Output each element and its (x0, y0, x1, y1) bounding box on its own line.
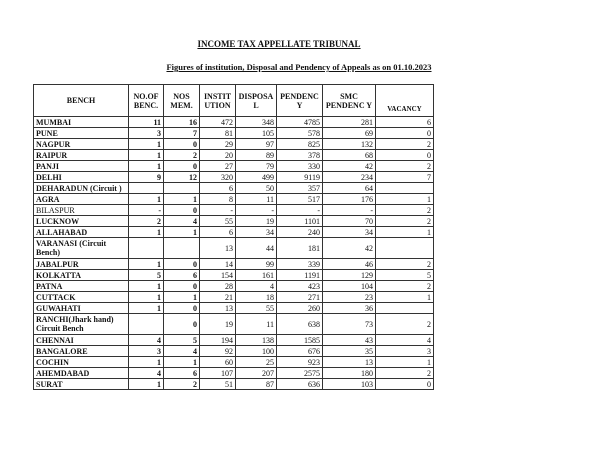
cell-bench: DEHARADUN (Circuit ) (34, 183, 129, 194)
col-header-bench: BENCH (34, 85, 129, 117)
cell-pendency: 378 (277, 150, 323, 161)
cell-no-of-benc: 1 (129, 379, 164, 390)
table-row (34, 335, 434, 346)
cell-no-of-benc: 1 (129, 150, 164, 161)
cell-smc-pendency: 103 (323, 379, 376, 390)
cell-nos-mem: 1 (164, 227, 200, 238)
cell-bench: MUMBAI (34, 117, 129, 128)
cell-vacancy (376, 303, 434, 314)
cell-pendency: 1191 (277, 270, 323, 281)
col-header-no-of-benc: NO.OF BENC. (129, 85, 164, 117)
cell-smc-pendency: 35 (323, 346, 376, 357)
cell-pendency: 638 (277, 314, 323, 335)
cell-institution: 21 (200, 292, 236, 303)
cell-nos-mem: 0 (164, 259, 200, 270)
cell-institution: 92 (200, 346, 236, 357)
col-header-nos-mem: NOS MEM. (164, 85, 200, 117)
cell-vacancy: 0 (376, 379, 434, 390)
cell-vacancy (376, 238, 434, 259)
cell-pendency: 676 (277, 346, 323, 357)
table-row (34, 270, 434, 281)
cell-smc-pendency: 36 (323, 303, 376, 314)
cell-bench: CUTTACK (34, 292, 129, 303)
cell-disposal: 207 (236, 368, 277, 379)
document-title: INCOME TAX APPELLATE TRIBUNAL (197, 39, 361, 49)
cell-vacancy: 2 (376, 216, 434, 227)
cell-smc-pendency: 34 (323, 227, 376, 238)
cell-bench: NAGPUR (34, 139, 129, 150)
cell-bench: GUWAHATI (34, 303, 129, 314)
cell-smc-pendency: 281 (323, 117, 376, 128)
cell-vacancy: 2 (376, 368, 434, 379)
cell-institution: 107 (200, 368, 236, 379)
cell-vacancy: 1 (376, 194, 434, 205)
cell-no-of-benc: 5 (129, 270, 164, 281)
cell-smc-pendency: 23 (323, 292, 376, 303)
cell-smc-pendency: 129 (323, 270, 376, 281)
cell-bench: JABALPUR (34, 259, 129, 270)
table-row (34, 139, 434, 150)
cell-pendency: 636 (277, 379, 323, 390)
cell-disposal: 79 (236, 161, 277, 172)
cell-no-of-benc: 1 (129, 161, 164, 172)
cell-nos-mem: 1 (164, 292, 200, 303)
cell-bench: CHENNAI (34, 335, 129, 346)
cell-institution: 320 (200, 172, 236, 183)
cell-no-of-benc: 9 (129, 172, 164, 183)
cell-vacancy: 6 (376, 117, 434, 128)
cell-nos-mem: 0 (164, 139, 200, 150)
cell-disposal: 4 (236, 281, 277, 292)
cell-bench: PANJI (34, 161, 129, 172)
cell-nos-mem: 12 (164, 172, 200, 183)
cell-smc-pendency: 104 (323, 281, 376, 292)
cell-disposal: 25 (236, 357, 277, 368)
appeals-table (33, 84, 434, 390)
cell-institution: 154 (200, 270, 236, 281)
cell-no-of-benc (129, 183, 164, 194)
table-row (34, 194, 434, 205)
cell-smc-pendency: 132 (323, 139, 376, 150)
cell-smc-pendency: 46 (323, 259, 376, 270)
cell-bench: PATNA (34, 281, 129, 292)
cell-bench: DELHI (34, 172, 129, 183)
cell-nos-mem: 1 (164, 194, 200, 205)
cell-pendency: - (277, 205, 323, 216)
cell-vacancy: 0 (376, 150, 434, 161)
cell-nos-mem (164, 238, 200, 259)
col-header-vacancy: VACANCY (376, 85, 434, 117)
cell-smc-pendency: 69 (323, 128, 376, 139)
cell-no-of-benc: - (129, 205, 164, 216)
cell-nos-mem (164, 183, 200, 194)
cell-institution: 55 (200, 216, 236, 227)
table-row (34, 281, 434, 292)
cell-institution: 81 (200, 128, 236, 139)
cell-disposal: 499 (236, 172, 277, 183)
cell-smc-pendency: 13 (323, 357, 376, 368)
table-row (34, 128, 434, 139)
table-row (34, 183, 434, 194)
cell-institution: 13 (200, 238, 236, 259)
cell-vacancy: 3 (376, 346, 434, 357)
cell-smc-pendency: 68 (323, 150, 376, 161)
col-header-institution: INSTIT UTION (200, 85, 236, 117)
cell-nos-mem: 6 (164, 270, 200, 281)
cell-bench: RAIPUR (34, 150, 129, 161)
cell-disposal: 19 (236, 216, 277, 227)
cell-smc-pendency: 42 (323, 161, 376, 172)
table-row (34, 172, 434, 183)
cell-smc-pendency: - (323, 205, 376, 216)
cell-disposal: 99 (236, 259, 277, 270)
cell-nos-mem: 0 (164, 303, 200, 314)
cell-smc-pendency: 64 (323, 183, 376, 194)
cell-institution: 472 (200, 117, 236, 128)
cell-vacancy: 2 (376, 139, 434, 150)
cell-vacancy: 2 (376, 259, 434, 270)
cell-institution: 19 (200, 314, 236, 335)
cell-vacancy: 1 (376, 292, 434, 303)
cell-vacancy: 5 (376, 270, 434, 281)
cell-pendency: 2575 (277, 368, 323, 379)
cell-bench: VARANASI (Circuit Bench) (34, 238, 129, 259)
cell-vacancy: 1 (376, 227, 434, 238)
cell-institution: 194 (200, 335, 236, 346)
cell-vacancy: 4 (376, 335, 434, 346)
cell-pendency: 271 (277, 292, 323, 303)
cell-no-of-benc: 1 (129, 194, 164, 205)
table-row (34, 259, 434, 270)
cell-smc-pendency: 43 (323, 335, 376, 346)
cell-institution: 27 (200, 161, 236, 172)
cell-no-of-benc: 4 (129, 368, 164, 379)
cell-smc-pendency: 73 (323, 314, 376, 335)
cell-disposal: 138 (236, 335, 277, 346)
cell-disposal: 161 (236, 270, 277, 281)
cell-institution: 6 (200, 183, 236, 194)
cell-no-of-benc (129, 238, 164, 259)
cell-bench: BANGALORE (34, 346, 129, 357)
cell-no-of-benc: 4 (129, 335, 164, 346)
cell-pendency: 240 (277, 227, 323, 238)
cell-institution: 13 (200, 303, 236, 314)
cell-disposal: - (236, 205, 277, 216)
cell-no-of-benc: 1 (129, 357, 164, 368)
cell-smc-pendency: 176 (323, 194, 376, 205)
cell-bench: KOLKATTA (34, 270, 129, 281)
cell-nos-mem: 6 (164, 368, 200, 379)
cell-nos-mem: 4 (164, 346, 200, 357)
document-subtitle: Figures of institution, Disposal and Pendency of Appeals as on 01.10.2023 (166, 62, 432, 72)
cell-nos-mem: 0 (164, 161, 200, 172)
cell-nos-mem: 1 (164, 357, 200, 368)
cell-disposal: 348 (236, 117, 277, 128)
cell-vacancy: 7 (376, 172, 434, 183)
cell-institution: 51 (200, 379, 236, 390)
table-row (34, 357, 434, 368)
cell-no-of-benc: 11 (129, 117, 164, 128)
cell-bench: LUCKNOW (34, 216, 129, 227)
cell-no-of-benc: 3 (129, 128, 164, 139)
cell-disposal: 44 (236, 238, 277, 259)
table-row (34, 314, 434, 335)
cell-no-of-benc: 2 (129, 216, 164, 227)
cell-smc-pendency: 42 (323, 238, 376, 259)
cell-pendency: 517 (277, 194, 323, 205)
cell-pendency: 9119 (277, 172, 323, 183)
cell-bench: RANCHI(Jhark hand) Circuit Bench (34, 314, 129, 335)
cell-no-of-benc (129, 314, 164, 335)
table-body (34, 117, 434, 390)
cell-disposal: 11 (236, 194, 277, 205)
table-row (34, 368, 434, 379)
table-row (34, 292, 434, 303)
cell-nos-mem: 0 (164, 205, 200, 216)
cell-institution: 29 (200, 139, 236, 150)
cell-pendency: 1585 (277, 335, 323, 346)
cell-institution: 60 (200, 357, 236, 368)
cell-no-of-benc: 1 (129, 281, 164, 292)
cell-pendency: 423 (277, 281, 323, 292)
cell-pendency: 260 (277, 303, 323, 314)
cell-institution: 14 (200, 259, 236, 270)
table-row (34, 303, 434, 314)
cell-disposal: 34 (236, 227, 277, 238)
cell-disposal: 97 (236, 139, 277, 150)
cell-institution: 8 (200, 194, 236, 205)
cell-disposal: 18 (236, 292, 277, 303)
cell-pendency: 4785 (277, 117, 323, 128)
cell-pendency: 181 (277, 238, 323, 259)
cell-vacancy: 2 (376, 161, 434, 172)
cell-disposal: 50 (236, 183, 277, 194)
cell-institution: 28 (200, 281, 236, 292)
cell-no-of-benc: 1 (129, 303, 164, 314)
col-header-smc-pendency: SMC PENDENC Y (323, 85, 376, 117)
cell-pendency: 578 (277, 128, 323, 139)
cell-pendency: 339 (277, 259, 323, 270)
cell-pendency: 357 (277, 183, 323, 194)
cell-vacancy: 2 (376, 205, 434, 216)
cell-disposal: 87 (236, 379, 277, 390)
cell-pendency: 330 (277, 161, 323, 172)
cell-bench: COCHIN (34, 357, 129, 368)
cell-institution: 6 (200, 227, 236, 238)
cell-bench: AGRA (34, 194, 129, 205)
cell-disposal: 11 (236, 314, 277, 335)
cell-nos-mem: 16 (164, 117, 200, 128)
cell-no-of-benc: 1 (129, 139, 164, 150)
cell-nos-mem: 2 (164, 150, 200, 161)
cell-bench: BILASPUR (34, 205, 129, 216)
table-row (34, 379, 434, 390)
cell-pendency: 1101 (277, 216, 323, 227)
header-row (34, 85, 434, 117)
table-row (34, 161, 434, 172)
cell-nos-mem: 4 (164, 216, 200, 227)
table-row (34, 216, 434, 227)
cell-disposal: 55 (236, 303, 277, 314)
cell-nos-mem: 7 (164, 128, 200, 139)
table-row (34, 238, 434, 259)
cell-vacancy: 1 (376, 357, 434, 368)
cell-no-of-benc: 3 (129, 346, 164, 357)
cell-no-of-benc: 1 (129, 227, 164, 238)
cell-smc-pendency: 70 (323, 216, 376, 227)
cell-bench: AHEMDABAD (34, 368, 129, 379)
table-row (34, 346, 434, 357)
cell-disposal: 100 (236, 346, 277, 357)
col-header-pendency: PENDENC Y (277, 85, 323, 117)
cell-smc-pendency: 234 (323, 172, 376, 183)
cell-institution: 20 (200, 150, 236, 161)
cell-no-of-benc: 1 (129, 259, 164, 270)
table-row (34, 117, 434, 128)
cell-bench: ALLAHABAD (34, 227, 129, 238)
table-row (34, 227, 434, 238)
table-row (34, 150, 434, 161)
cell-nos-mem: 2 (164, 379, 200, 390)
cell-vacancy: 2 (376, 281, 434, 292)
cell-institution: - (200, 205, 236, 216)
cell-vacancy (376, 183, 434, 194)
cell-no-of-benc: 1 (129, 292, 164, 303)
cell-smc-pendency: 180 (323, 368, 376, 379)
cell-nos-mem: 5 (164, 335, 200, 346)
col-header-disposal: DISPOSA L (236, 85, 277, 117)
cell-vacancy: 0 (376, 128, 434, 139)
cell-nos-mem: 0 (164, 314, 200, 335)
cell-bench: SURAT (34, 379, 129, 390)
cell-pendency: 825 (277, 139, 323, 150)
cell-disposal: 89 (236, 150, 277, 161)
cell-bench: PUNE (34, 128, 129, 139)
cell-disposal: 105 (236, 128, 277, 139)
table-row (34, 205, 434, 216)
cell-vacancy: 2 (376, 314, 434, 335)
cell-pendency: 923 (277, 357, 323, 368)
cell-nos-mem: 0 (164, 281, 200, 292)
